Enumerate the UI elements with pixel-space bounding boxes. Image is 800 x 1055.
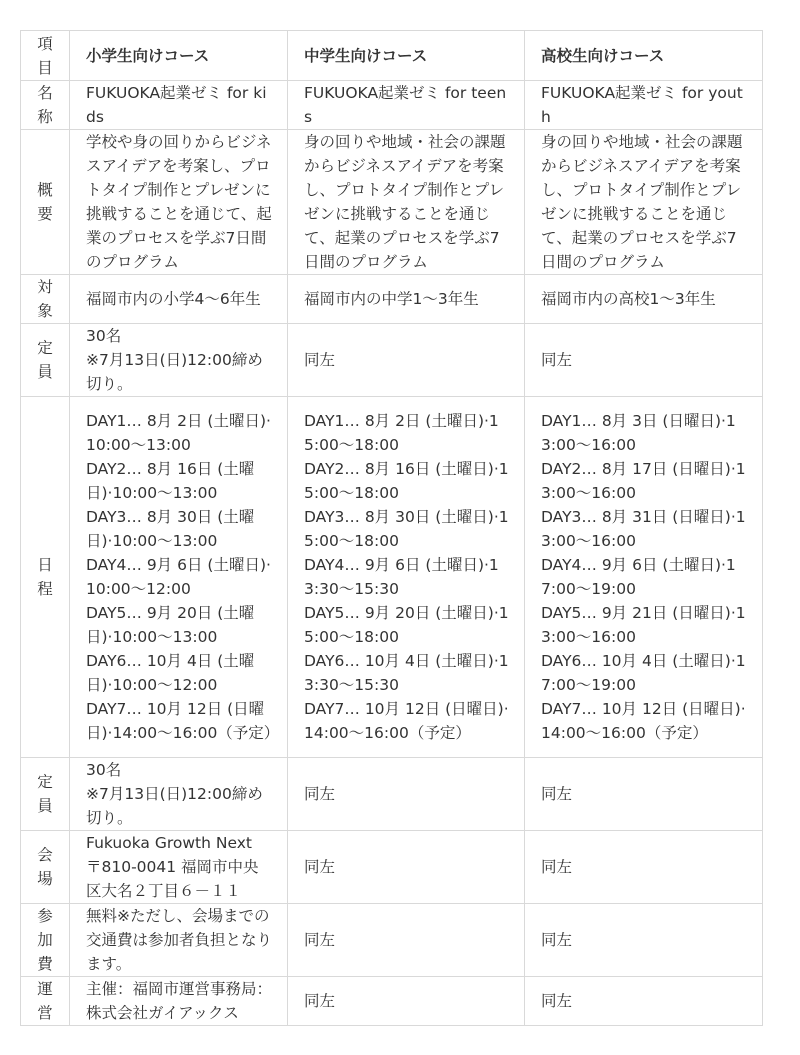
table-row <box>21 758 763 831</box>
cell-junior-high: 同左 <box>288 977 525 1026</box>
cell-elementary: DAY1… 8月 2日 (土曜日)·10:00〜13:00 DAY2… 8月 16日 (土曜日)·10:00〜13:00 DAY3… 8月 30日 (土曜日)·10:00〜13:00 DAY4… 9月 6日 (土曜日)·10:00〜12:00 DAY5… 9月 20日 (土曜日)·10:00〜13:00 DAY6… 10月 4日 (土曜日)·10:00〜12:00 DAY7… 10月 12日 (日曜日)·14:00〜16:00（予定） <box>70 397 288 758</box>
table-row <box>21 904 763 977</box>
course-table <box>20 30 763 1026</box>
cell-high-school: 同左 <box>525 904 763 977</box>
cell-elementary: FUKUOKA起業ゼミ for kids <box>70 81 288 130</box>
cell-high-school: 福岡市内の高校1〜3年生 <box>525 275 763 324</box>
row-label: 運営 <box>21 977 70 1026</box>
table-row <box>21 397 763 758</box>
header-high-school: 高校生向けコース <box>525 31 763 81</box>
cell-high-school: FUKUOKA起業ゼミ for youth <box>525 81 763 130</box>
cell-junior-high: 同左 <box>288 831 525 904</box>
cell-junior-high: 同左 <box>288 904 525 977</box>
table-row <box>21 130 763 275</box>
cell-elementary: 福岡市内の小学4〜6年生 <box>70 275 288 324</box>
row-label: 定員 <box>21 324 70 397</box>
row-label: 定員 <box>21 758 70 831</box>
cell-high-school: DAY1… 8月 3日 (日曜日)·13:00〜16:00 DAY2… 8月 17日 (日曜日)·13:00〜16:00 DAY3… 8月 31日 (日曜日)·13:00〜16:00 DAY4… 9月 6日 (土曜日)·17:00〜19:00 DAY5… 9月 21日 (日曜日)·13:00〜16:00 DAY6… 10月 4日 (土曜日)·17:00〜19:00 DAY7… 10月 12日 (日曜日)·14:00〜16:00（予定） <box>525 397 763 758</box>
row-label: 概要 <box>21 130 70 275</box>
cell-elementary: Fukuoka Growth Next 〒810-0041 福岡市中央区大名２丁目６－１１ <box>70 831 288 904</box>
cell-elementary: 30名 ※7月13日(日)12:00締め切り。 <box>70 324 288 397</box>
cell-junior-high: 身の回りや地域・社会の課題からビジネスアイデアを考案し、プロトタイプ制作とプレゼンに挑戦することを通じて、起業のプロセスを学ぶ7日間のプログラム <box>288 130 525 275</box>
row-label: 会場 <box>21 831 70 904</box>
cell-elementary: 学校や身の回りからビジネスアイデアを考案し、プロトタイプ制作とプレゼンに挑戦することを通じて、起業のプロセスを学ぶ7日間のプログラム <box>70 130 288 275</box>
row-label: 日程 <box>21 397 70 758</box>
cell-junior-high: 同左 <box>288 758 525 831</box>
table-row <box>21 275 763 324</box>
table-row <box>21 81 763 130</box>
table-row <box>21 977 763 1026</box>
cell-junior-high: DAY1… 8月 2日 (土曜日)·15:00〜18:00 DAY2… 8月 16日 (土曜日)·15:00〜18:00 DAY3… 8月 30日 (土曜日)·15:00〜18:00 DAY4… 9月 6日 (土曜日)·13:30〜15:30 DAY5… 9月 20日 (土曜日)·15:00〜18:00 DAY6… 10月 4日 (土曜日)·13:30〜15:30 DAY7… 10月 12日 (日曜日)·14:00〜16:00（予定） <box>288 397 525 758</box>
cell-elementary: 主催：福岡市運営事務局：株式会社ガイアックス <box>70 977 288 1026</box>
cell-junior-high: 福岡市内の中学1〜3年生 <box>288 275 525 324</box>
header-item: 項目 <box>21 31 70 81</box>
cell-high-school: 同左 <box>525 977 763 1026</box>
cell-junior-high: FUKUOKA起業ゼミ for teens <box>288 81 525 130</box>
cell-high-school: 身の回りや地域・社会の課題からビジネスアイデアを考案し、プロトタイプ制作とプレゼンに挑戦することを通じて、起業のプロセスを学ぶ7日間のプログラム <box>525 130 763 275</box>
row-label: 参加費 <box>21 904 70 977</box>
header-elementary: 小学生向けコース <box>70 31 288 81</box>
cell-junior-high: 同左 <box>288 324 525 397</box>
table-row <box>21 831 763 904</box>
row-label: 対象 <box>21 275 70 324</box>
cell-elementary: 無料※ただし、会場までの交通費は参加者負担となります。 <box>70 904 288 977</box>
table-header-row <box>21 31 763 81</box>
header-junior-high: 中学生向けコース <box>288 31 525 81</box>
table-row <box>21 324 763 397</box>
cell-high-school: 同左 <box>525 831 763 904</box>
row-label: 名称 <box>21 81 70 130</box>
cell-high-school: 同左 <box>525 324 763 397</box>
cell-elementary: 30名 ※7月13日(日)12:00締め切り。 <box>70 758 288 831</box>
cell-high-school: 同左 <box>525 758 763 831</box>
